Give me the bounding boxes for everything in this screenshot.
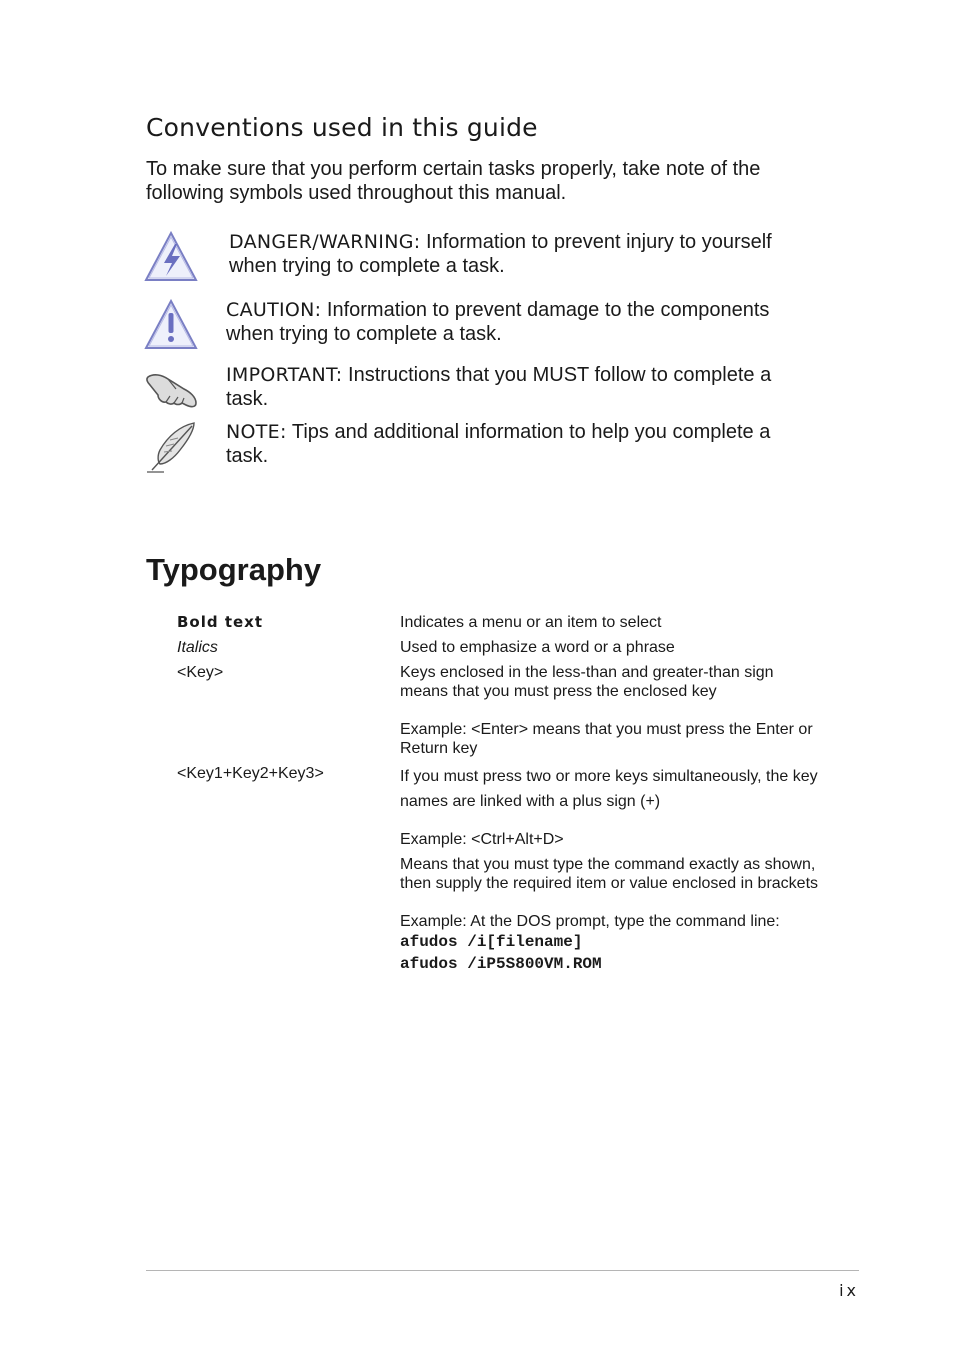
- conventions-heading: Conventions used in this guide: [146, 113, 538, 142]
- term: <Key>: [177, 664, 224, 681]
- notice-text: Tips and additional information to help you complete a task.: [226, 421, 771, 467]
- description-text: Used to emphasize a word or a phrase: [400, 639, 675, 656]
- notice-label: CAUTION:: [226, 299, 322, 321]
- typography-heading: Typography: [146, 552, 322, 587]
- notice-label: IMPORTANT:: [226, 364, 343, 386]
- description: [400, 855, 820, 975]
- term: Bold text: [177, 613, 264, 631]
- danger-warning-icon: [144, 230, 200, 286]
- description-text: Means that you must type the command exactly as shown, then supply the required item or value enclosed in brackets: [400, 856, 819, 892]
- description-text: Keys enclosed in the less-than and greater-than sign means that you must press the enclosed key: [400, 664, 774, 700]
- code-line: afudos /iP5S800VM.ROM: [400, 955, 602, 973]
- note-quill-icon: [144, 420, 200, 476]
- footer-rule: [146, 1270, 859, 1271]
- caution-icon: [144, 298, 200, 354]
- notice-danger-warning: [144, 230, 824, 290]
- important-hand-icon: [144, 363, 200, 419]
- notice-text: Information to prevent injury to yourself when trying to complete a task.: [229, 231, 772, 277]
- page-number: ix: [839, 1281, 859, 1300]
- notice-caution: [144, 298, 824, 358]
- code-line: afudos /i[filename]: [400, 933, 583, 951]
- term: Italics: [177, 639, 218, 656]
- notice-label: NOTE:: [226, 421, 287, 443]
- notice-label: DANGER/WARNING:: [229, 231, 421, 253]
- term: <Key1+Key2+Key3>: [177, 765, 324, 782]
- description: [400, 638, 820, 657]
- description-text: If you must press two or more keys simultaneously, the key names are linked with a plus sign (+): [400, 768, 818, 810]
- notice-text: Information to prevent damage to the components when trying to complete a task.: [226, 299, 770, 345]
- description-text: Indicates a menu or an item to select: [400, 614, 662, 631]
- description-text: Example: <Ctrl+Alt+D>: [400, 831, 564, 848]
- notice-note: [144, 420, 824, 480]
- description: [400, 764, 820, 852]
- description: [400, 663, 820, 758]
- conventions-intro: To make sure that you perform certain tasks properly, take note of the following symbols used throughout this manual.: [146, 158, 761, 204]
- notice-important: [144, 363, 824, 423]
- notice-text: Instructions that you MUST follow to complete a task.: [226, 364, 772, 410]
- description-text: Example: <Enter> means that you must press the Enter or Return key: [400, 721, 813, 757]
- description-text: Example: At the DOS prompt, type the command line:: [400, 913, 780, 930]
- description: [400, 613, 820, 632]
